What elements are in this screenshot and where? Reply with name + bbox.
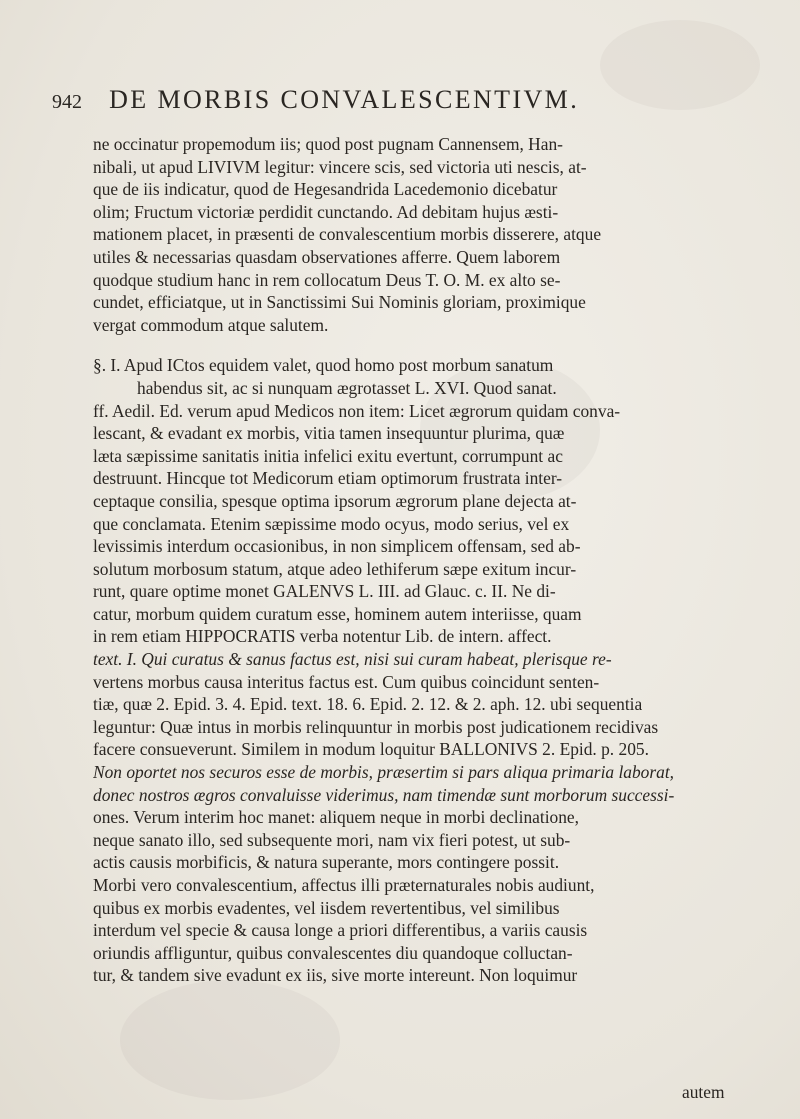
text-line: Morbi vero convalescentium, affectus illi præternaturales nobis audiunt, <box>93 875 595 895</box>
text-line: actis causis morbificis, & natura superante, mors contingere possit. <box>93 852 560 873</box>
text-line: levissimis interdum occasionibus, in non simplicem offensam, sed ab- <box>93 536 581 557</box>
paragraph-continuation <box>93 133 758 336</box>
text-line: neque sanato illo, sed subsequente mori, nam vix fieri potest, ut sub- <box>93 829 571 850</box>
text-line: §. I. Apud ICtos equidem valet, quod homo post morbum sanatum <box>93 355 554 376</box>
text-line: interdum vel specie & causa longe a priori differentibus, a variis causis <box>93 920 588 941</box>
text-line: text. I. Qui curatus & sanus factus est, nisi sui curam habeat, plerisque re- <box>93 649 612 670</box>
text-line: oriundis affliguntur, quibus convalescentes diu quandoque colluctan- <box>93 942 573 963</box>
text-line: que de iis indicatur, quod de Hegesandrida Lacedemonio dicebatur <box>93 179 558 200</box>
text-line: ceptaque consilia, spesque optima ipsorum ægrorum plane dejecta at- <box>93 490 577 511</box>
text-line: leguntur: Quæ intus in morbis relinquuntur in morbis post judicationem recidivas <box>93 716 659 737</box>
text-line: tiæ, quæ 2. Epid. 3. 4. Epid. text. 18. 6. Epid. 2. 12. & 2. aph. 12. ubi sequentia <box>93 694 643 715</box>
body-text <box>93 133 758 987</box>
paragraph-gap <box>93 336 758 354</box>
text-line: læta sæpissime sanitatis initia infelici exitu evertunt, corrumpunt ac <box>93 445 563 466</box>
text-line: quibus ex morbis evadentes, vel iisdem revertentibus, vel similibus <box>93 897 560 918</box>
text-line: catur, morbum quidem curatum esse, hominem autem interiisse, quam <box>93 603 582 624</box>
text-line: mationem placet, in præsenti de convalescentium morbis disserere, atque <box>93 224 602 245</box>
text-line: lescant, & evadant ex morbis, vitia tamen insequuntur plurima, quæ <box>93 423 565 444</box>
text-line: quodque studium hanc in rem collocatum Deus T. O. M. ex alto se- <box>93 269 561 290</box>
page-header <box>52 85 752 119</box>
text-line: ones. Verum interim hoc manet: aliquem neque in morbi declinatione, <box>93 807 580 828</box>
text-line: habendus sit, ac si nunquam ægrotasset L. XVI. Quod sanat. <box>137 377 557 398</box>
running-head: DE MORBIS CONVALESCENTIVM. <box>109 85 580 114</box>
text-line: nibali, ut apud LIVIVM legitur: vincere scis, sed victoria uti nescis, at- <box>93 156 587 177</box>
text-line: que conclamata. Etenim sæpissime modo ocyus, modo serius, vel ex <box>93 513 570 534</box>
page-number: 942 <box>52 91 82 113</box>
text-line: in rem etiam HIPPOCRATIS verba notentur Lib. de intern. affect. <box>93 626 552 647</box>
paper-stain <box>120 980 340 1100</box>
text-line: donec nostros ægros convaluisse viderimus, nam timendæ sunt morborum successi- <box>93 784 675 805</box>
section-paragraph <box>93 354 758 987</box>
text-line: solutum morbosum statum, atque adeo lethiferum sæpe exitum incur- <box>93 558 577 579</box>
text-line: runt, quare optime monet GALENVS L. III. ad Glauc. c. II. Ne di- <box>93 581 556 602</box>
text-line: vergat commodum atque salutem. <box>93 314 329 335</box>
text-line: cundet, efficiatque, ut in Sanctissimi Sui Nominis gloriam, proximique <box>93 292 586 313</box>
text-line: ne occinatur propemodum iis; quod post pugnam Cannensem, Han- <box>93 134 563 154</box>
text-line: ff. Aedil. Ed. verum apud Medicos non item: Licet ægrorum quidam conva- <box>93 400 621 421</box>
text-line: tur, & tandem sive evadunt ex iis, sive morte intereunt. Non loquimur <box>93 965 578 986</box>
text-line: destruunt. Hincque tot Medicorum etiam optimorum frustrata inter- <box>93 468 563 489</box>
text-line: vertens morbus causa interitus factus est. Cum quibus coincidunt senten- <box>93 671 600 692</box>
catchword: autem <box>682 1082 725 1102</box>
text-line: olim; Fructum victoriæ perdidit cunctando. Ad debitam hujus æsti- <box>93 201 559 222</box>
text-line: facere consueverunt. Similem in modum loquitur BALLONIVS 2. Epid. p. 205. <box>93 739 649 760</box>
text-line: utiles & necessarias quasdam observationes afferre. Quem laborem <box>93 246 561 267</box>
text-line: Non oportet nos securos esse de morbis, præsertim si pars aliqua primaria laborat, <box>93 762 675 783</box>
